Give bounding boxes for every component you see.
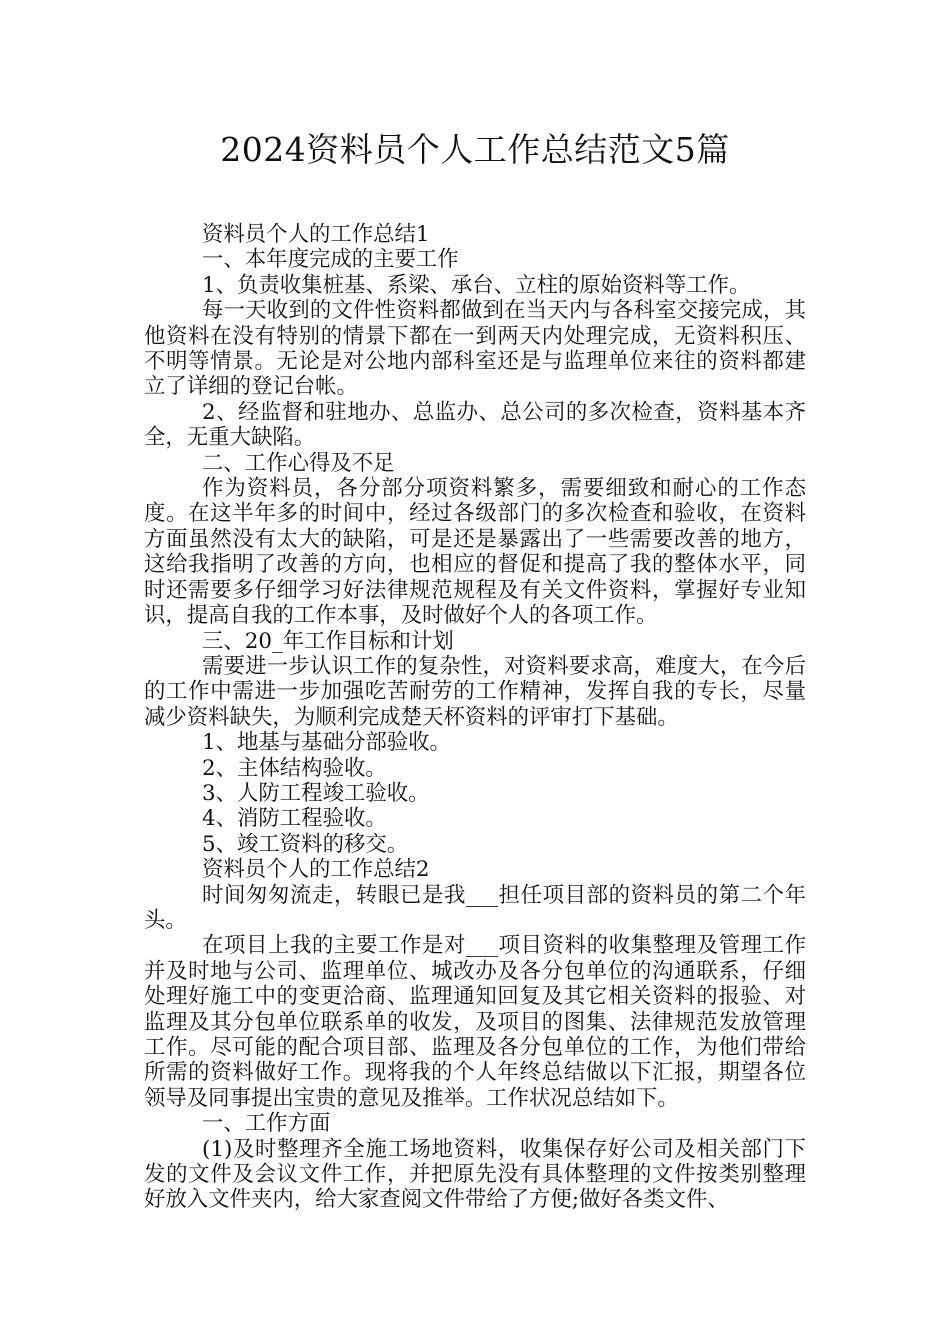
section-heading: 资料员个人的工作总结1 bbox=[202, 222, 430, 247]
body-paragraph: 2、经监督和驻地办、总监办、总公司的多次检查，资料基本齐全，无重大缺陷。 bbox=[144, 399, 806, 451]
list-item: 5、竣工资料的移交。 bbox=[202, 831, 409, 857]
list-item: 4、消防工程验收。 bbox=[202, 806, 387, 832]
subsection-heading: 一、工作方面 bbox=[202, 1111, 331, 1137]
document-title: 2024资料员个人工作总结范文5篇 bbox=[220, 130, 730, 169]
subsection-heading: 二、工作心得及不足 bbox=[202, 450, 395, 476]
section-heading: 资料员个人的工作总结2 bbox=[202, 857, 430, 883]
body-paragraph: (1)及时整理齐全施工场地资料，收集保存好公司及相关部门下发的文件及会议文件工作，并把原先没有具体整理的文件按类别整理好放入文件夹内，给大家查阅文件带给了方便;做好各类文件、 bbox=[144, 1136, 806, 1213]
body-paragraph: 作为资料员，各分部分项资料繁多，需要细致和耐心的工作态度。在这半年多的时间中，经过各级部门的多次检查和验收，在资料方面虽然没有太大的缺陷，可是还是暴露出了一些需要改善的地方，这给我指明了改善的方向，也相应的督促和提高了我的整体水平，同时还需要多仔细学习好法律规范规程及有关文件资料，掌握好专业知识，提高自我的工作本事，及时做好个人的各项工作。 bbox=[144, 476, 806, 629]
body-paragraph: 1、负责收集桩基、系梁、承台、立柱的原始资料等工作。 bbox=[202, 272, 751, 298]
subsection-heading: 一、本年度完成的主要工作 bbox=[202, 247, 459, 273]
list-item: 3、人防工程竣工验收。 bbox=[202, 780, 430, 806]
subsection-heading: 三、20_年工作目标和计划 bbox=[202, 628, 454, 654]
document-body bbox=[144, 222, 806, 1213]
list-item: 2、主体结构验收。 bbox=[202, 755, 387, 781]
body-paragraph: 每一天收到的文件性资料都做到在当天内与各科室交接完成，其他资料在没有特别的情景下都在一到两天内处理完成，无资料积压、不明等情景。无论是对公地内部科室还是与监理单位来往的资料都建立了详细的登记台帐。 bbox=[144, 298, 806, 400]
list-item: 1、地基与基础分部验收。 bbox=[202, 730, 451, 756]
body-paragraph: 需要进一步认识工作的复杂性，对资料要求高，难度大，在今后的工作中需进一步加强吃苦耐劳的工作精神，发挥自我的专长，尽量减少资料缺失，为顺利完成楚天杯资料的评审打下基础。 bbox=[144, 653, 806, 730]
body-paragraph: 时间匆匆流走，转眼已是我___担任项目部的资料员的第二个年头。 bbox=[144, 882, 806, 933]
body-paragraph: 在项目上我的主要工作是对___项目资料的收集整理及管理工作并及时地与公司、监理单位、城改办及各分包单位的沟通联系，仔细处理好施工中的变更洽商、监理通知回复及其它相关资料的报验、对监理及其分包单位联系单的收发，及项目的图集、法律规范发放管理工作。尽可能的配合项目部、监理及各分包单位的工作，为他们带给所需的资料做好工作。现将我的个人年终总结做以下汇报，期望各位领导及同事提出宝贵的意见及推举。工作状况总结如下。 bbox=[144, 933, 806, 1111]
